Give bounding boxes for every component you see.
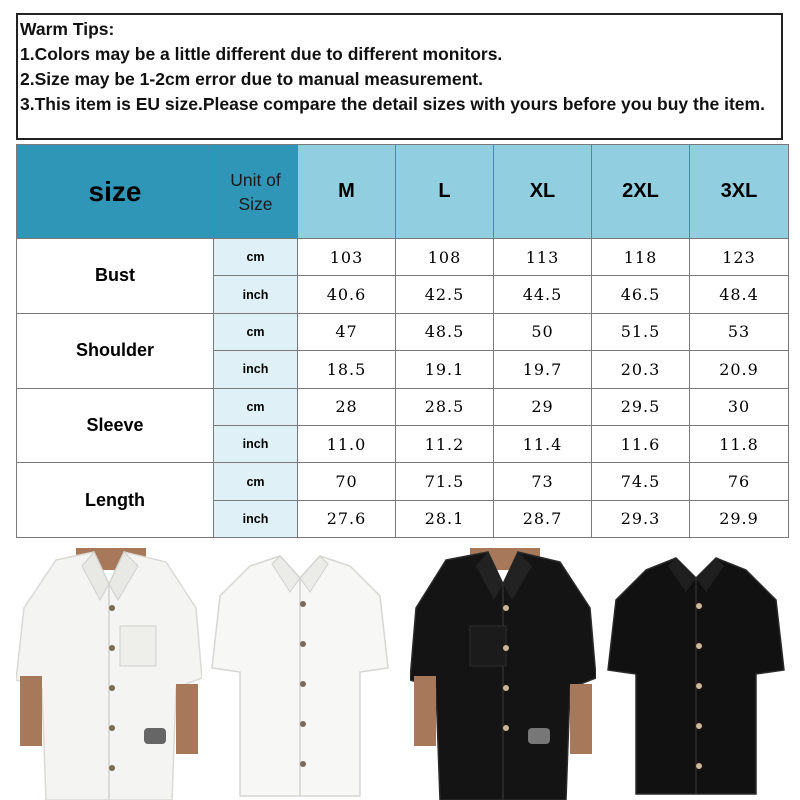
size-column-header: 2XL bbox=[592, 145, 690, 239]
unit-of-size-header bbox=[214, 145, 298, 239]
measurement-row bbox=[17, 388, 789, 425]
shirt-black-flat-image bbox=[606, 548, 786, 800]
tip-line: 1.Colors may be a little different due to different monitors. bbox=[20, 44, 503, 64]
product-photos bbox=[0, 548, 800, 800]
measurement-row bbox=[17, 313, 789, 350]
shirt-black-model-image bbox=[410, 548, 596, 800]
size-column-header: M bbox=[298, 145, 396, 239]
value-cell: 103 bbox=[298, 239, 396, 276]
value-cell: 50 bbox=[494, 313, 592, 350]
unit-cell: cm bbox=[214, 388, 298, 425]
value-cell: 27.6 bbox=[298, 500, 396, 537]
size-column-header: XL bbox=[494, 145, 592, 239]
measurement-row bbox=[17, 463, 789, 500]
unit-cell: inch bbox=[214, 351, 298, 388]
tip-line: 3.This item is EU size.Please compare the detail sizes with yours before you buy the item. bbox=[20, 94, 765, 114]
value-cell: 28.5 bbox=[396, 388, 494, 425]
size-chart-table bbox=[16, 144, 789, 538]
value-cell: 48.5 bbox=[396, 313, 494, 350]
warm-tips-box bbox=[16, 13, 783, 140]
unit-cell: cm bbox=[214, 239, 298, 276]
value-cell: 28.1 bbox=[396, 500, 494, 537]
value-cell: 11.2 bbox=[396, 425, 494, 462]
measurement-name: Shoulder bbox=[17, 313, 214, 388]
value-cell: 20.9 bbox=[690, 351, 789, 388]
value-cell: 51.5 bbox=[592, 313, 690, 350]
value-cell: 18.5 bbox=[298, 351, 396, 388]
value-cell: 20.3 bbox=[592, 351, 690, 388]
value-cell: 74.5 bbox=[592, 463, 690, 500]
value-cell: 42.5 bbox=[396, 276, 494, 313]
shirt-white-model-image bbox=[16, 548, 202, 800]
measurement-row bbox=[17, 239, 789, 276]
unit-cell: cm bbox=[214, 463, 298, 500]
value-cell: 47 bbox=[298, 313, 396, 350]
value-cell: 19.1 bbox=[396, 351, 494, 388]
warm-tips-title: Warm Tips: bbox=[20, 19, 115, 39]
value-cell: 71.5 bbox=[396, 463, 494, 500]
value-cell: 53 bbox=[690, 313, 789, 350]
watch-icon bbox=[144, 728, 166, 744]
unit-cell: inch bbox=[214, 425, 298, 462]
value-cell: 19.7 bbox=[494, 351, 592, 388]
value-cell: 123 bbox=[690, 239, 789, 276]
value-cell: 73 bbox=[494, 463, 592, 500]
unit-header-line: Unit of bbox=[230, 169, 281, 190]
value-cell: 108 bbox=[396, 239, 494, 276]
value-cell: 11.8 bbox=[690, 425, 789, 462]
value-cell: 28 bbox=[298, 388, 396, 425]
tip-line: 2.Size may be 1-2cm error due to manual measurement. bbox=[20, 69, 483, 89]
size-header-label: size bbox=[17, 145, 214, 239]
value-cell: 28.7 bbox=[494, 500, 592, 537]
value-cell: 29.9 bbox=[690, 500, 789, 537]
value-cell: 11.4 bbox=[494, 425, 592, 462]
value-cell: 40.6 bbox=[298, 276, 396, 313]
value-cell: 29 bbox=[494, 388, 592, 425]
size-column-header: 3XL bbox=[690, 145, 789, 239]
value-cell: 113 bbox=[494, 239, 592, 276]
unit-cell: cm bbox=[214, 313, 298, 350]
value-cell: 11.6 bbox=[592, 425, 690, 462]
size-header-row bbox=[17, 145, 789, 239]
value-cell: 118 bbox=[592, 239, 690, 276]
value-cell: 76 bbox=[690, 463, 789, 500]
shirt-white-flat-image bbox=[210, 548, 390, 800]
measurement-name: Sleeve bbox=[17, 388, 214, 463]
value-cell: 44.5 bbox=[494, 276, 592, 313]
measurement-name: Length bbox=[17, 463, 214, 538]
value-cell: 30 bbox=[690, 388, 789, 425]
value-cell: 11.0 bbox=[298, 425, 396, 462]
unit-cell: inch bbox=[214, 500, 298, 537]
size-column-header: L bbox=[396, 145, 494, 239]
value-cell: 29.3 bbox=[592, 500, 690, 537]
value-cell: 46.5 bbox=[592, 276, 690, 313]
value-cell: 48.4 bbox=[690, 276, 789, 313]
watch-icon bbox=[528, 728, 550, 744]
unit-header-line: Size bbox=[238, 193, 273, 214]
unit-cell: inch bbox=[214, 276, 298, 313]
value-cell: 70 bbox=[298, 463, 396, 500]
value-cell: 29.5 bbox=[592, 388, 690, 425]
measurement-name: Bust bbox=[17, 239, 214, 314]
